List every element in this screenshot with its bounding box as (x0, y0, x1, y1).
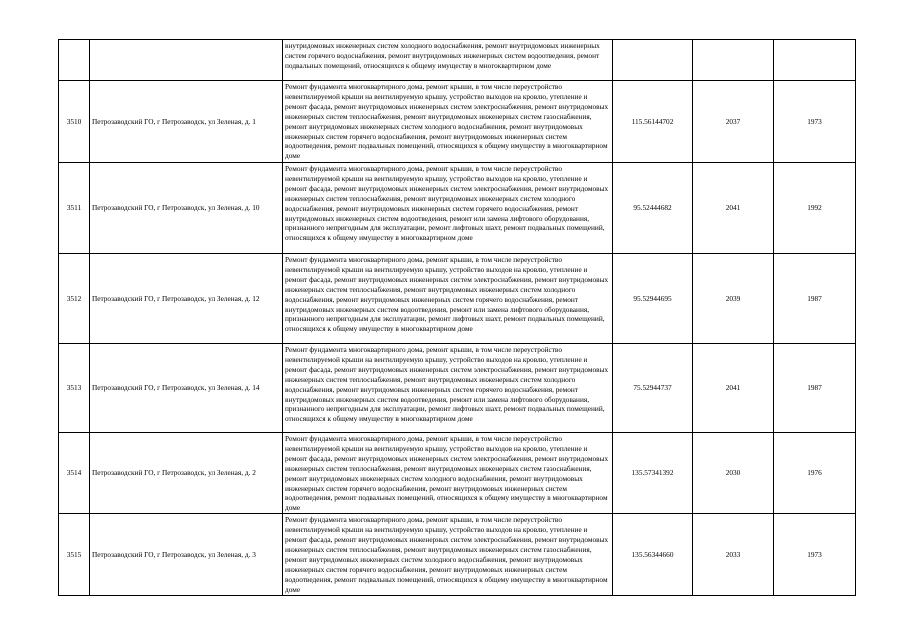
row-address: Петрозаводский ГО, г Петрозаводск, ул Зеленая, д. 12 (90, 254, 283, 344)
row-area: 135.57341392 (613, 433, 693, 514)
row-built-year: 1973 (774, 81, 856, 163)
row-built-year: 1976 (774, 433, 856, 514)
table-row (59, 514, 856, 596)
row-built-year: 1973 (774, 514, 856, 596)
row-built-year: 1987 (774, 344, 856, 433)
row-repair-year: 2030 (693, 433, 774, 514)
row-number: 3510 (59, 81, 90, 163)
row-built-year: 1992 (774, 163, 856, 254)
table-row (59, 81, 856, 163)
row-address (90, 40, 283, 81)
row-area: 115.56144702 (613, 81, 693, 163)
table-row (59, 254, 856, 344)
row-repair-year: 2041 (693, 163, 774, 254)
row-repair-year: 2039 (693, 254, 774, 344)
row-area: 135.56344660 (613, 514, 693, 596)
row-repair-year (693, 40, 774, 81)
row-number: 3512 (59, 254, 90, 344)
row-works: Ремонт фундамента многоквартирного дома, ремонт крыши, в том числе переустройство невентилируемой крыши на вентилируемую крышу, устройство выходов на кровлю, утепление и ремонт фасада, ремонт внутридомовых инженерных систем электроснабжения, ремонт внутридомовых инженерных систем теплоснабжения, ремонт внутридомовых инженерных систем холодного водоснабжения, ремонт внутридомовых инженерных систем горячего водоснабжения, ремонт внутридомовых инженерных систем водоотведения, ремонт или замена лифтового оборудования, признанного непригодным для эксплуатации, ремонт лифтовых шахт, ремонт подвальных помещений, относящихся к общему имуществу в многоквартирном доме (283, 163, 613, 254)
row-works: Ремонт фундамента многоквартирного дома, ремонт крыши, в том числе переустройство невентилируемой крыши на вентилируемую крышу, устройство выходов на кровлю, утепление и ремонт фасада, ремонт внутридомовых инженерных систем электроснабжения, ремонт внутридомовых инженерных систем теплоснабжения, ремонт внутридомовых инженерных систем газоснабжения, ремонт внутридомовых инженерных систем холодного водоснабжения, ремонт внутридомовых инженерных систем горячего водоснабжения, ремонт внутридомовых инженерных систем водоотведения, ремонт подвальных помещений, относящихся к общему имуществу в многоквартирном доме (283, 433, 613, 514)
row-built-year (774, 40, 856, 81)
row-area: 95.52944695 (613, 254, 693, 344)
row-address: Петрозаводский ГО, г Петрозаводск, ул Зеленая, д. 1 (90, 81, 283, 163)
row-number: 3515 (59, 514, 90, 596)
row-works: внутридомовых инженерных систем холодного водоснабжения, ремонт внутридомовых инженерных систем горячего водоснабжения, ремонт внутридомовых инженерных систем водоотведения, ремонт подвальных помещений, относящихся к общему имуществу в многоквартирном доме (283, 40, 613, 81)
row-works: Ремонт фундамента многоквартирного дома, ремонт крыши, в том числе переустройство невентилируемой крыши на вентилируемую крышу, устройство выходов на кровлю, утепление и ремонт фасада, ремонт внутридомовых инженерных систем электроснабжения, ремонт внутридомовых инженерных систем теплоснабжения, ремонт внутридомовых инженерных систем холодного водоснабжения, ремонт внутридомовых инженерных систем горячего водоснабжения, ремонт внутридомовых инженерных систем водоотведения, ремонт или замена лифтового оборудования, признанного непригодным для эксплуатации, ремонт лифтовых шахт, ремонт подвальных помещений, относящихся к общему имуществу в многоквартирном доме (283, 344, 613, 433)
row-built-year: 1987 (774, 254, 856, 344)
row-address: Петрозаводский ГО, г Петрозаводск, ул Зеленая, д. 3 (90, 514, 283, 596)
row-repair-year: 2037 (693, 81, 774, 163)
table-row (59, 163, 856, 254)
row-number: 3511 (59, 163, 90, 254)
row-area (613, 40, 693, 81)
row-repair-year: 2033 (693, 514, 774, 596)
row-works: Ремонт фундамента многоквартирного дома, ремонт крыши, в том числе переустройство невентилируемой крыши на вентилируемую крышу, устройство выходов на кровлю, утепление и ремонт фасада, ремонт внутридомовых инженерных систем электроснабжения, ремонт внутридомовых инженерных систем теплоснабжения, ремонт внутридомовых инженерных систем газоснабжения, ремонт внутридомовых инженерных систем холодного водоснабжения, ремонт внутридомовых инженерных систем горячего водоснабжения, ремонт внутридомовых инженерных систем водоотведения, ремонт подвальных помещений, относящихся к общему имуществу в многоквартирном доме (283, 514, 613, 596)
row-number: 3513 (59, 344, 90, 433)
row-repair-year: 2041 (693, 344, 774, 433)
row-number (59, 40, 90, 81)
row-works: Ремонт фундамента многоквартирного дома, ремонт крыши, в том числе переустройство невентилируемой крыши на вентилируемую крышу, устройство выходов на кровлю, утепление и ремонт фасада, ремонт внутридомовых инженерных систем электроснабжения, ремонт внутридомовых инженерных систем теплоснабжения, ремонт внутридомовых инженерных систем холодного водоснабжения, ремонт внутридомовых инженерных систем горячего водоснабжения, ремонт внутридомовых инженерных систем водоотведения, ремонт или замена лифтового оборудования, признанного непригодным для эксплуатации, ремонт лифтовых шахт, ремонт подвальных помещений, относящихся к общему имуществу в многоквартирном доме (283, 254, 613, 344)
row-area: 75.52944737 (613, 344, 693, 433)
row-area: 95.52444682 (613, 163, 693, 254)
housing-repair-table (58, 39, 856, 596)
row-address: Петрозаводский ГО, г Петрозаводск, ул Зеленая, д. 10 (90, 163, 283, 254)
row-works: Ремонт фундамента многоквартирного дома, ремонт крыши, в том числе переустройство невентилируемой крыши на вентилируемую крышу, устройство выходов на кровлю, утепление и ремонт фасада, ремонт внутридомовых инженерных систем электроснабжения, ремонт внутридомовых инженерных систем теплоснабжения, ремонт внутридомовых инженерных систем газоснабжения, ремонт внутридомовых инженерных систем холодного водоснабжения, ремонт внутридомовых инженерных систем горячего водоснабжения, ремонт внутридомовых инженерных систем водоотведения, ремонт подвальных помещений, относящихся к общему имуществу в многоквартирном доме (283, 81, 613, 163)
table-row (59, 433, 856, 514)
row-address: Петрозаводский ГО, г Петрозаводск, ул Зеленая, д. 14 (90, 344, 283, 433)
row-number: 3514 (59, 433, 90, 514)
table-row (59, 40, 856, 81)
table-row (59, 344, 856, 433)
row-address: Петрозаводский ГО, г Петрозаводск, ул Зеленая, д. 2 (90, 433, 283, 514)
